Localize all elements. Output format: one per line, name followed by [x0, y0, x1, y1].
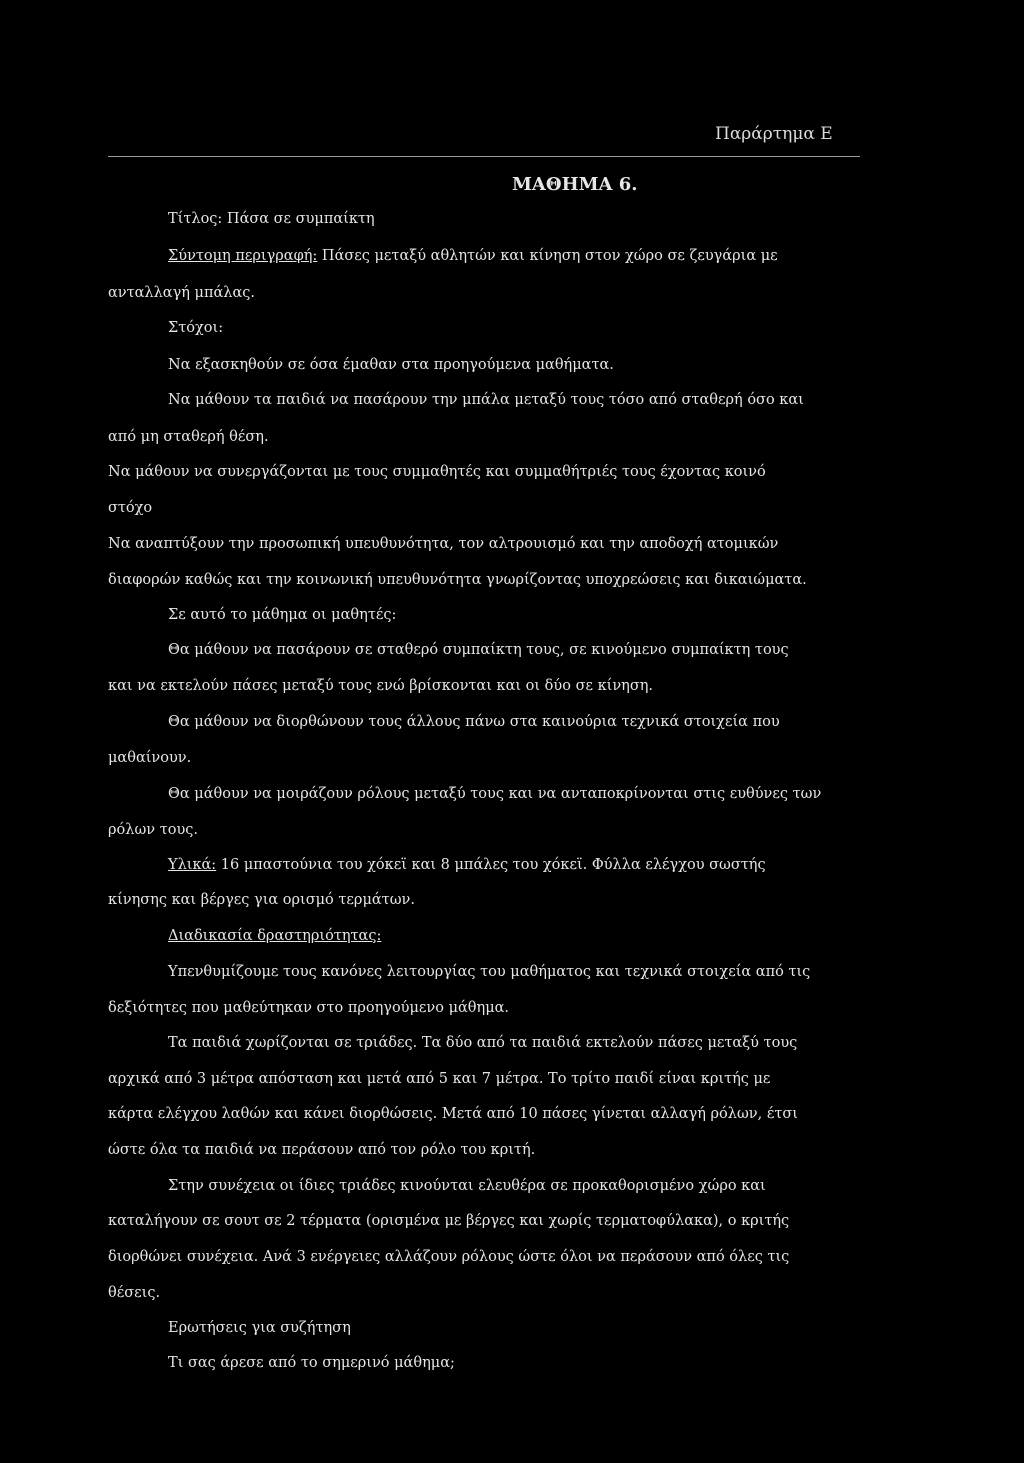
- learning-line: Θα μάθουν να διορθώνουν τους άλλους πάνω στα καινούρια τεχνικά στοιχεία που: [168, 714, 780, 730]
- summary-label: Σύντομη περιγραφή:: [168, 248, 318, 264]
- procedure-line: Στην συνέχεια οι ίδιες τριάδες κινούνται ελευθέρα σε προκαθορισμένο χώρο και: [168, 1178, 766, 1194]
- goal-line: στόχο: [108, 500, 153, 516]
- learning-line: Θα μάθουν να πασάρουν σε σταθερό συμπαίκτη τους, σε κινούμενο συμπαίκτη τους: [168, 642, 789, 658]
- materials-line: [168, 855, 766, 875]
- summary-text: Πάσες μεταξύ αθλητών και κίνηση στον χώρο σε ζευγάρια με: [321, 248, 778, 264]
- goal-line: Να μάθουν τα παιδιά να πασάρουν την μπάλα μεταξύ τους τόσο από σταθερή όσο και: [168, 392, 804, 408]
- goal-line: Να μάθουν να συνεργάζονται με τους συμμαθητές και συμμαθήτριές τους έχοντας κοινό: [108, 464, 766, 480]
- title-label: Τίτλος:: [168, 211, 223, 227]
- procedure-line: καταλήγουν σε σουτ σε 2 τέρματα (ορισμένα με βέργες και χωρίς τερματοφύλακα), ο κριτής: [108, 1213, 790, 1229]
- goal-line: από μη σταθερή θέση.: [108, 429, 269, 445]
- goal-line: διαφορών καθώς και την κοινωνική υπευθυνότητα γνωρίζοντας υποχρεώσεις και δικαιώματα.: [108, 572, 807, 588]
- summary-continuation: ανταλλαγή μπάλας.: [108, 285, 256, 301]
- procedure-line: θέσεις.: [108, 1285, 161, 1301]
- procedure-line: διορθώνει συνέχεια. Ανά 3 ενέργειες αλλάζουν ρόλους ώστε όλοι να περάσουν από όλες τις: [108, 1249, 790, 1265]
- procedure-line: Τα παιδιά χωρίζονται σε τριάδες. Τα δύο από τα παιδιά εκτελούν πάσες μεταξύ τους: [168, 1035, 798, 1051]
- goals-label: Στόχοι:: [168, 320, 224, 336]
- discussion-label: Ερωτήσεις για συζήτηση: [168, 1320, 351, 1336]
- procedure-line: αρχικά από 3 μέτρα απόσταση και μετά από 5 και 7 μέτρα. Το τρίτο παιδί είναι κριτής με: [108, 1071, 771, 1087]
- header-rule: [108, 156, 860, 157]
- goal-line: Να αναπτύξουν την προσωπική υπευθυνότητα, τον αλτρουισμό και την αποδοχή ατομικών: [108, 536, 779, 552]
- procedure-line: Υπενθυμίζουμε τους κανόνες λειτουργίας του μαθήματος και τεχνικά στοιχεία από τις: [168, 964, 811, 980]
- procedure-line: κάρτα ελέγχου λαθών και κάνει διορθώσεις. Μετά από 10 πάσες γίνεται αλλαγή ρόλων, έτσι: [108, 1106, 798, 1122]
- procedure-label: Διαδικασία δραστηριότητας:: [168, 928, 382, 944]
- procedure-line: δεξιότητες που μαθεύτηκαν στο προηγούμενο μάθημα.: [108, 1000, 510, 1016]
- procedure-line: ώστε όλα τα παιδιά να περάσουν από τον ρόλο του κριτή.: [108, 1142, 536, 1158]
- materials-text: 16 μπαστούνια του χόκεϊ και 8 μπάλες του χόκεϊ. Φύλλα ελέγχου σωστής: [220, 857, 766, 873]
- lesson-heading: ΜΑΘΗΜΑ 6.: [512, 174, 638, 195]
- learning-line: ρόλων τους.: [108, 822, 198, 838]
- learning-intro: Σε αυτό το μάθημα οι μαθητές:: [168, 607, 397, 623]
- discussion-question: Τι σας άρεσε από το σημερινό μάθημα;: [168, 1355, 455, 1371]
- title-value: Πάσα σε συμπαίκτη: [226, 211, 375, 227]
- learning-line: μαθαίνουν.: [108, 750, 192, 766]
- learning-line: Θα μάθουν να μοιράζουν ρόλους μεταξύ τους και να ανταποκρίνονται στις ευθύνες των: [168, 786, 822, 802]
- goal-line: Να εξασκηθούν σε όσα έμαθαν στα προηγούμενα μαθήματα.: [168, 357, 614, 373]
- summary-line: [168, 246, 778, 266]
- materials-label: Υλικά:: [168, 857, 217, 873]
- appendix-header: Παράρτημα Ε: [715, 124, 833, 144]
- materials-continuation: κίνησης και βέργες για ορισμό τερμάτων.: [108, 892, 415, 908]
- title-line: [168, 209, 375, 229]
- learning-line: και να εκτελούν πάσες μεταξύ τους ενώ βρίσκονται και οι δύο σε κίνηση.: [108, 678, 654, 694]
